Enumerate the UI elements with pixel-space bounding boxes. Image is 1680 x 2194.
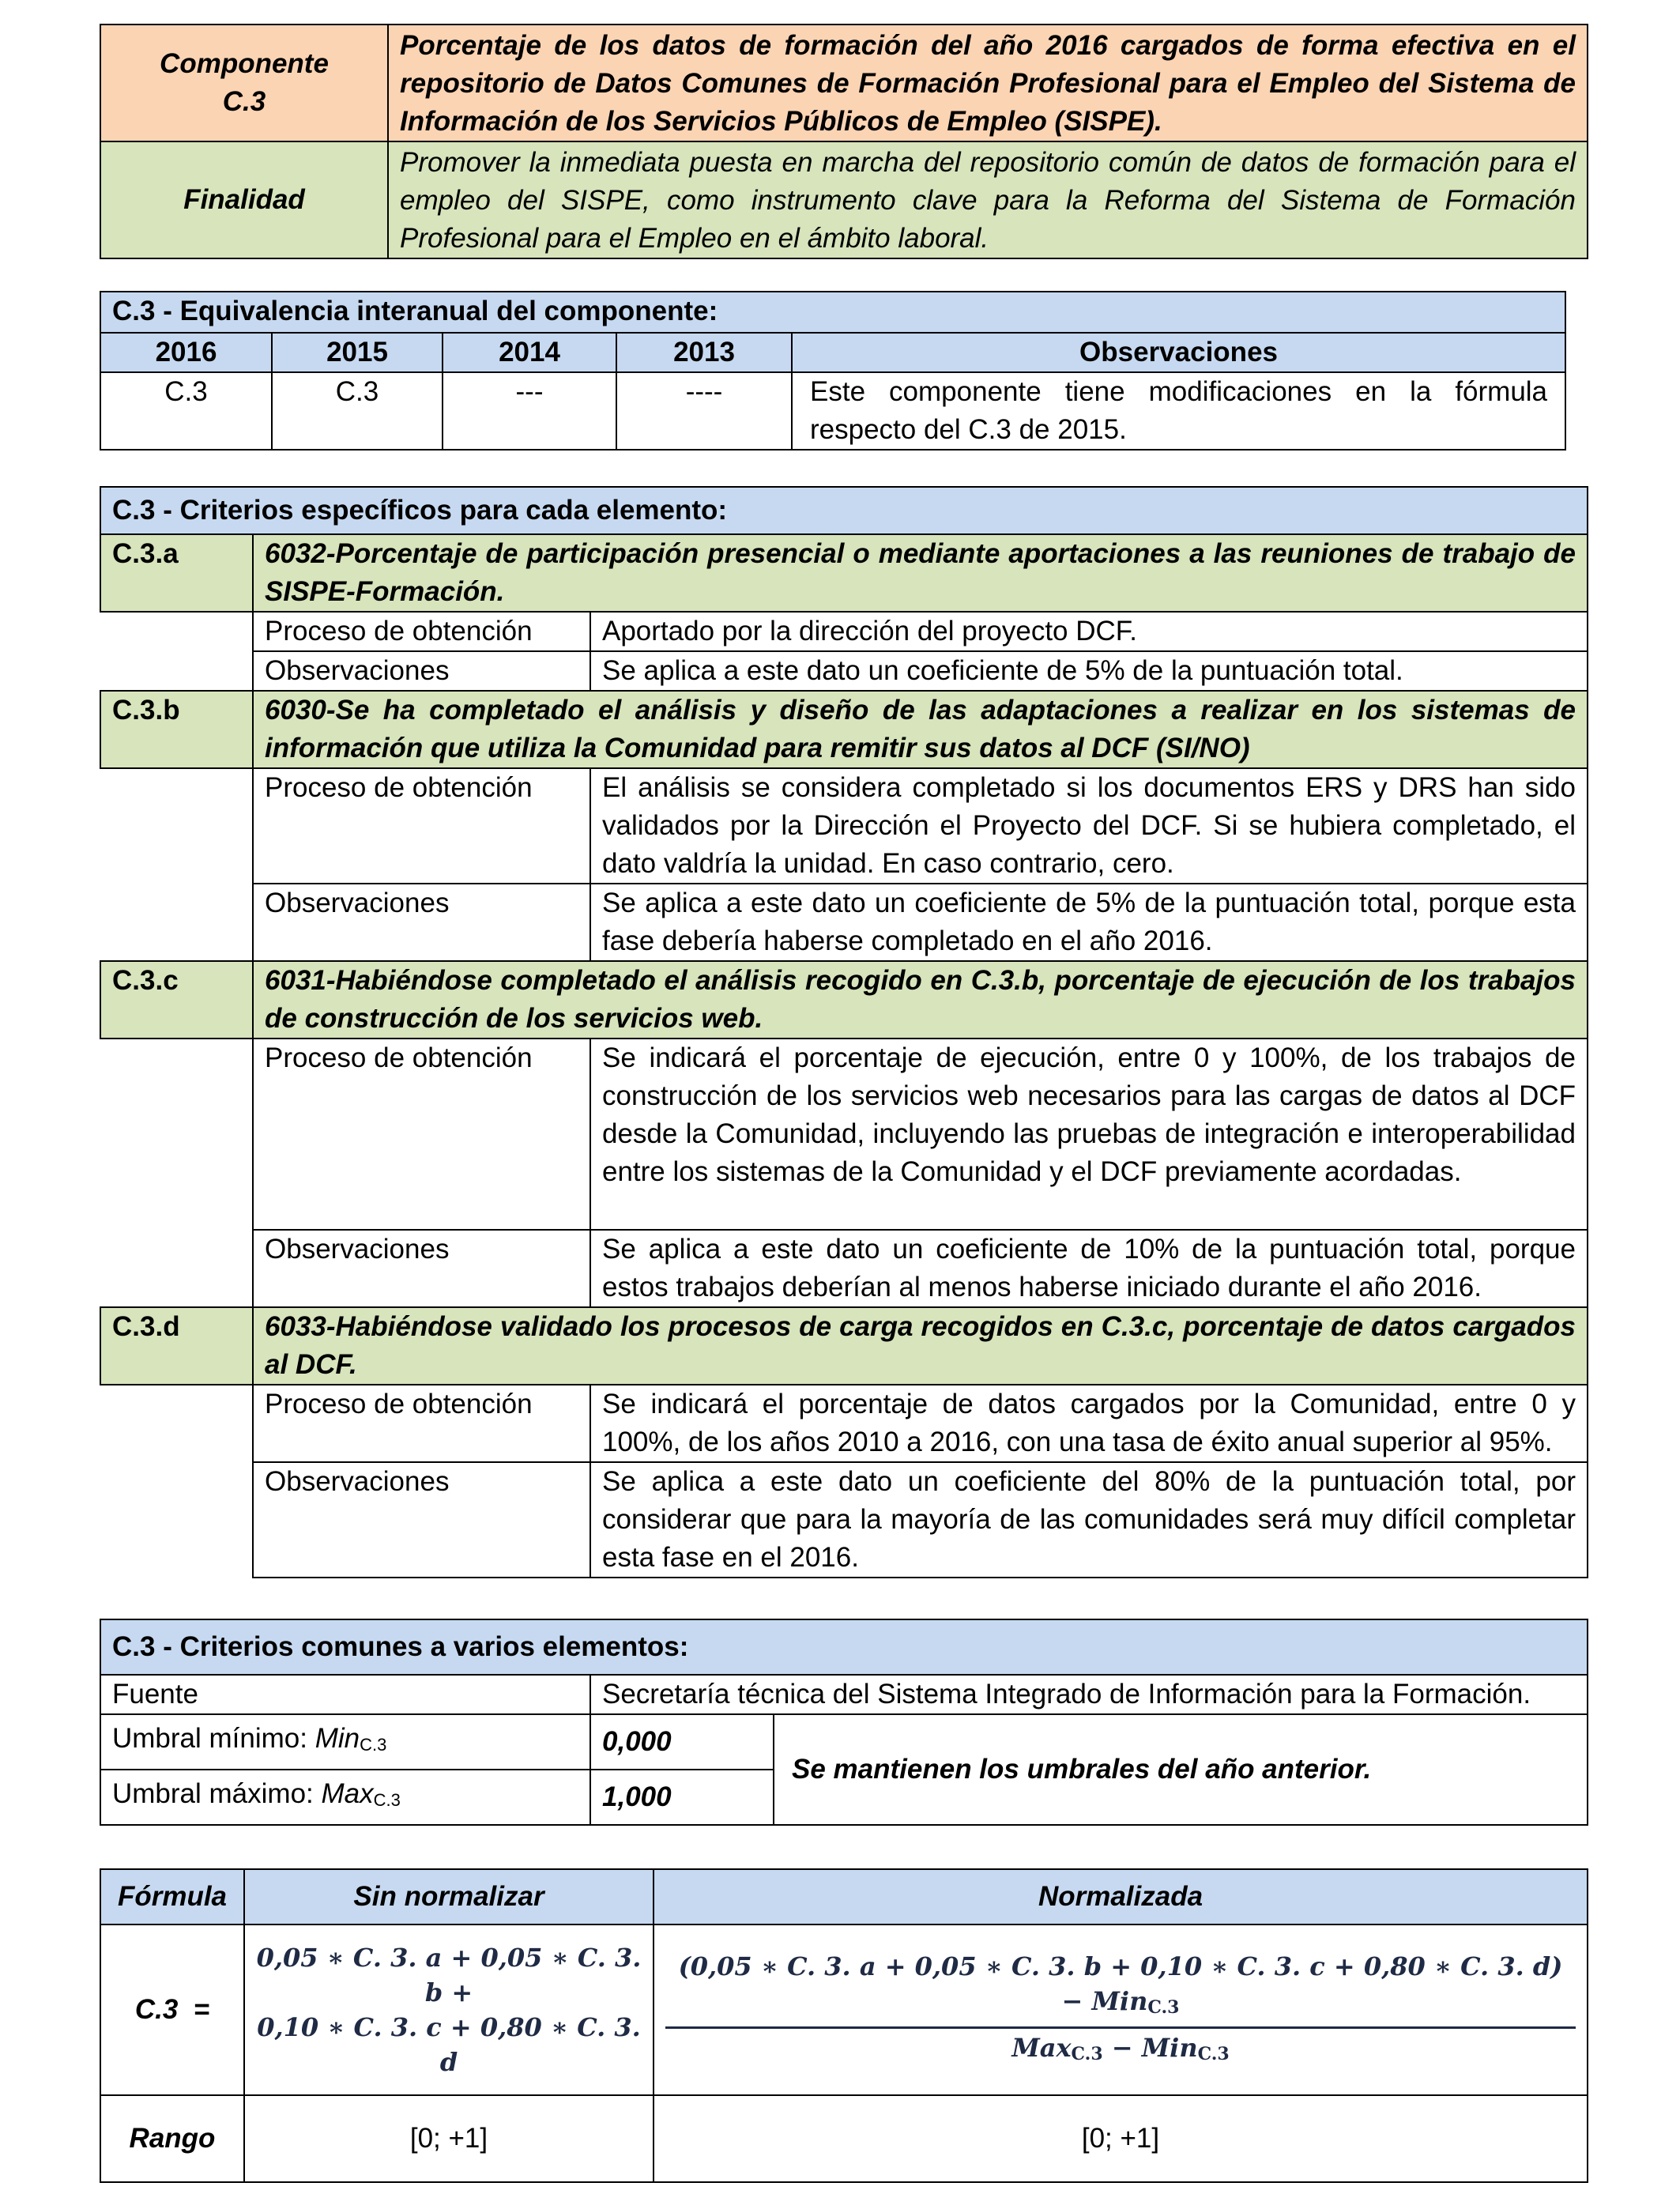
header-2013: 2013 (616, 333, 792, 372)
finalidad-label: Finalidad (100, 141, 388, 258)
sin-normalizar-header: Sin normalizar (244, 1869, 654, 1924)
item-title: 6030-Se ha completado el análisis y diseño de las adaptaciones a realizar en los sistemas de información que utiliza la Comunidad para remitir sus datos al DCF (SI/NO) (253, 691, 1588, 768)
obs-value: Se aplica a este dato un coeficiente del 80% de la puntuación total, por considerar que para la mayoría de las comunidades será muy difícil completar esta fase en el 2016. (590, 1462, 1588, 1578)
criterios-especificos-table (100, 486, 1588, 1578)
spacer-cell (100, 612, 253, 691)
item-code: C.3.a (100, 534, 253, 612)
header-2014: 2014 (443, 333, 616, 372)
obs-value: Se aplica a este dato un coeficiente de 5% de la puntuación total. (590, 651, 1588, 691)
umbral-maximo-value: 1,000 (590, 1770, 774, 1825)
item-code: C.3.d (100, 1307, 253, 1385)
header-2015: 2015 (272, 333, 443, 372)
item-title: 6032-Porcentaje de participación presencial o mediante aportaciones a las reuniones de trabajo de SISPE-Formación. (253, 534, 1588, 612)
rango-label: Rango (100, 2095, 244, 2182)
fuente-value: Secretaría técnica del Sistema Integrado de Información para la Formación. (590, 1675, 1588, 1714)
proceso-label: Proceso de obtención (253, 1385, 590, 1462)
proceso-value: Se indicará el porcentaje de datos cargados por la Comunidad, entre 0 y 100%, de los años 2010 a 2016, con una tasa de éxito anual superior al 95%. (590, 1385, 1588, 1462)
proceso-value: Aportado por la dirección del proyecto DCF. (590, 612, 1588, 651)
header-observaciones: Observaciones (792, 333, 1565, 372)
componente-label-cell (100, 25, 388, 141)
finalidad-text: Promover la inmediata puesta en marcha del repositorio común de datos de formación para el empleo del SISPE, como instrumento clave para la Reforma del Sistema de Formación Profesional para el Empleo en el ámbito laboral. (388, 141, 1588, 258)
spacer-cell (100, 1385, 253, 1578)
formula-table (100, 1868, 1588, 2183)
criterios-comunes-title: C.3 - Criterios comunes a varios elementos: (100, 1619, 1588, 1675)
criterios-especificos-title: C.3 - Criterios específicos para cada elemento: (100, 487, 1588, 534)
proceso-label: Proceso de obtención (253, 1039, 590, 1230)
item-code: C.3.c (100, 961, 253, 1039)
proceso-label: Proceso de obtención (253, 768, 590, 884)
fuente-label: Fuente (100, 1675, 590, 1714)
obs-label: Observaciones (253, 651, 590, 691)
equivalencia-table (100, 291, 1566, 450)
item-title: 6031-Habiéndose completado el análisis recogido en C.3.b, porcentaje de ejecución de los trabajos de construcción de los servicios web. (253, 961, 1588, 1039)
criterios-comunes-table (100, 1619, 1588, 1826)
normalizada-formula (654, 1924, 1588, 2095)
item-title: 6033-Habiéndose validado los procesos de carga recogidos en C.3.c, porcentaje de datos cargados al DCF. (253, 1307, 1588, 1385)
header-2016: 2016 (100, 333, 272, 372)
obs-value: Se aplica a este dato un coeficiente de 5% de la puntuación total, porque esta fase debería haberse completado en el año 2016. (590, 884, 1588, 961)
obs-label: Observaciones (253, 1230, 590, 1307)
equivalencia-title: C.3 - Equivalencia interanual del componente: (100, 292, 1565, 333)
item-code: C.3.b (100, 691, 253, 768)
sin-line-1: 0,05 ∗ C. 3. a + 0,05 ∗ C. 3. b + (256, 1943, 642, 2007)
obs-value: Se aplica a este dato un coeficiente de 10% de la puntuación total, porque estos trabajos deberían al menos haberse iniciado durante el año 2016. (590, 1230, 1588, 1307)
cell-2016: C.3 (100, 372, 272, 450)
proceso-label: Proceso de obtención (253, 612, 590, 651)
sin-normalizar-formula (244, 1924, 654, 2095)
obs-label: Observaciones (253, 884, 590, 961)
obs-label: Observaciones (253, 1462, 590, 1578)
cell-2015: C.3 (272, 372, 443, 450)
rango-sin-normalizar: [0; +1] (244, 2095, 654, 2182)
fraction-numerator: (0,05 ∗ C. 3. a + 0,05 ∗ C. 3. b + 0,10 ∗ C. 3. c + 0,80 ∗ C. 3. d)− Min$_{C.3}$ (665, 1949, 1576, 2029)
componente-code: C.3 (222, 86, 266, 117)
min-var: Min (315, 1723, 360, 1754)
spacer-cell (100, 768, 253, 961)
proceso-value: Se indicará el porcentaje de ejecución, entre 0 y 100%, de los trabajos de construcción de los servicios web necesarios para las cargas de datos al DCF desde la Comunidad, incluyendo las pruebas de integración e interoperabilidad entre los sistemas de la Comunidad y el DCF previamente acordadas. (590, 1039, 1588, 1230)
cell-2014: --- (443, 372, 616, 450)
componente-text: Porcentaje de los datos de formación del año 2016 cargados de forma efectiva en el repositorio de Datos Comunes de Formación Profesional para el Empleo del Sistema de Información de los Servicios Públicos de Empleo (SISPE). (388, 25, 1588, 141)
sin-line-2: 0,10 ∗ C. 3. c + 0,80 ∗ C. 3. d (257, 2012, 641, 2077)
formula-row-label: C.3 = (100, 1924, 244, 2095)
normalized-fraction (665, 1949, 1576, 2071)
rango-normalizada: [0; +1] (654, 2095, 1588, 2182)
fraction-denominator: Max$_{C.3}$ − Min$_{C.3}$ (1011, 2032, 1230, 2064)
cell-2013: ---- (616, 372, 792, 450)
umbral-minimo-value: 0,000 (590, 1714, 774, 1770)
formula-header: Fórmula (100, 1869, 244, 1924)
cell-observaciones: Este componente tiene modificaciones en la fórmula respecto del C.3 de 2015. (792, 372, 1565, 450)
componente-label: Componente (160, 48, 329, 79)
umbrales-note: Se mantienen los umbrales del año anterior. (774, 1714, 1588, 1825)
proceso-value: El análisis se considera completado si los documentos ERS y DRS han sido validados por la Dirección el Proyecto del DCF. Si se hubiera completado, el dato valdría la unidad. En caso contrario, cero. (590, 768, 1588, 884)
max-var: Max (321, 1778, 374, 1809)
umbral-maximo-label: Umbral máximo: Max$_{C.3}$ (100, 1770, 590, 1825)
component-header-table (100, 24, 1588, 259)
normalizada-header: Normalizada (654, 1869, 1588, 1924)
spacer-cell (100, 1039, 253, 1307)
umbral-minimo-label: Umbral mínimo: Min$_{C.3}$ (100, 1714, 590, 1770)
